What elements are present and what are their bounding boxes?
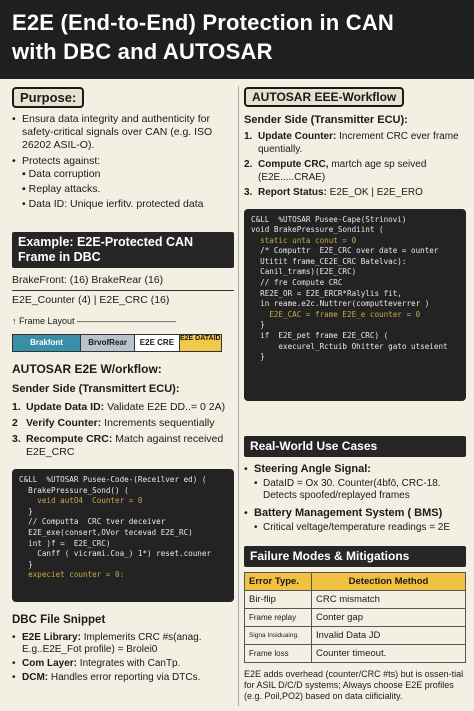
right-workflow-section [244, 87, 466, 401]
failure-section [244, 546, 466, 702]
divider [12, 290, 234, 291]
dbc-heading: DBC File Snippet [12, 614, 106, 626]
failure-heading: Failure Modes & Mitigations [244, 546, 466, 567]
title-line-2: with DBC and AUTOSAR [12, 39, 273, 64]
realworld-heading: Real-World Use Cases [244, 436, 466, 457]
table-header: Error Type. [245, 573, 312, 591]
protect-item: ▪ Replay attacks. [22, 183, 101, 195]
dbc-section: DBC File Snippet • E2E Library: Implemerits CRC #s(anag. E.g..E2E_Fot profile) = Brolei0 • Com Layer: Integrates with CanTp. • DCM: Handles error reporting via DTCs. [12, 614, 234, 684]
column-divider [238, 86, 239, 706]
table-row: Bir-flip CRC mismatch [245, 591, 466, 609]
title-banner [0, 0, 474, 79]
right-workflow-heading: AUTOSAR EEE-Workflow [244, 87, 404, 107]
right-workflow-sub: Sender Side (Transmitter ECU): [244, 114, 408, 126]
left-workflow-sub: Sender Side (Transmittert ECU): [12, 383, 180, 395]
realworld-section: Real-World Use Cases • Steering Angle Signal: • DataID = Ox 30. Counter(4bfō, CRC-18. Detects spoofed/replayed frames • Battery Management System ( BMS) • Critical veltage/temperature readings = 2E [244, 436, 466, 534]
failure-note: E2E adds overhead (counter/CRC #ts) but is ossen-tial for ASIL D/C/D systems; Always choose E2E profiles (e.g. Poil,PO2) based on data ciificiality. [244, 669, 464, 701]
purpose-heading: Purpose: [12, 87, 84, 108]
example-section [12, 232, 234, 352]
table-row: Signa Insiduaing. Invalid Data JD [245, 627, 466, 645]
protect-item: • Data ID: Unique ierfitv. protected data [22, 198, 204, 210]
protect-item: ▪ Data corruption [22, 168, 101, 180]
failure-table [244, 572, 466, 663]
title-line-1: E2E (End-to-End) Protection in CAN [12, 10, 395, 35]
right-code-block: C&LL %UTOSAR Pusee-Cape(Strinovi) void BrakePressure_Sondiint ( static unta conut = 0 /* Computtr E2E_CRC over date = ounter Utitit frame_CE2E_CRC Batelvac): Canil_trams)(E2E_CRC) // fre Compute CRC RE2E_OR = E2E_ERCR*Ralylis fit, in reame.e2c.Nuttrer(computteverrer ) E2E_CAC = frame E2E_e counter = 0 } if E2E_pet frame E2E_CRC) ( execurel_Rctuib Ohitter gato utseient } [244, 209, 466, 401]
purpose-desc: Ensura data integrity and authenticity for safety-critical signals over CAN (e.g. ISO 26202 ASIL-O). [22, 113, 213, 151]
example-line-2: E2E_Counter (4) | E2E_CRC (16) [12, 294, 170, 306]
purpose-desc-block: • Ensura data integrity and authenticity for safety-critical signals over CAN (e.g. ISO 26202 ASIL-O). • Protects against: ▪ Data corruption ▪ Replay attacks. • Data ID: Unique ierfitv. protected data [12, 113, 234, 211]
frame-field-dataid: E2E DATAID [180, 335, 221, 351]
right-steps: 1. Update Counter: Increment CRC ever frame quentially. 2. Compute CRC, martch age sp seived (E2E.....CRAE) 3. Report Status: E2E_OK | E2E_ERO [244, 131, 459, 198]
table-row: Frame loss Counter timeout. [245, 645, 466, 663]
protects-label: Protects against: [22, 155, 101, 167]
frame-field-brakerear: BrvofRear [81, 335, 135, 351]
table-header: Detection Method [312, 573, 466, 591]
left-workflow-heading: AUTOSAR E2E W/orkflow: [12, 362, 162, 376]
table-row: Frame replay Conter gap [245, 609, 466, 627]
frame-layout-label: ↑ Frame Layout ——————————— [12, 316, 177, 326]
left-steps: 1. Update Data ID: Validate E2E DD..= 0 2A) 2 Verify Counter: Increments sequentially 3. Recompute CRC: Match against received E2E_CRC [12, 401, 226, 458]
frame-field-brakefront: Brakfont [13, 335, 81, 351]
example-line-1: BrakeFront: (16) BrakeRear (16) [12, 274, 164, 286]
left-workflow-section [12, 362, 234, 602]
frame-layout [12, 334, 222, 352]
purpose-section [12, 87, 234, 211]
frame-field-crc: E2E CRE [135, 335, 179, 351]
left-code-block: C&LL %UTOSAR Pusee-Code-(Receilver ed) ( BrakePressure_Sond() ( veid autO4 Counter = 0 } // Computta CRC tver deceiver E2E_exe(consert,OVor tecevad E2E_RC) int )f = E2E_CRC) Canff ( vicrami.Coa_) 1*) reset.couner } expeciet counter = 0: [12, 469, 234, 602]
example-heading: Example: E2E-Protected CAN Frame in DBC [12, 232, 234, 268]
